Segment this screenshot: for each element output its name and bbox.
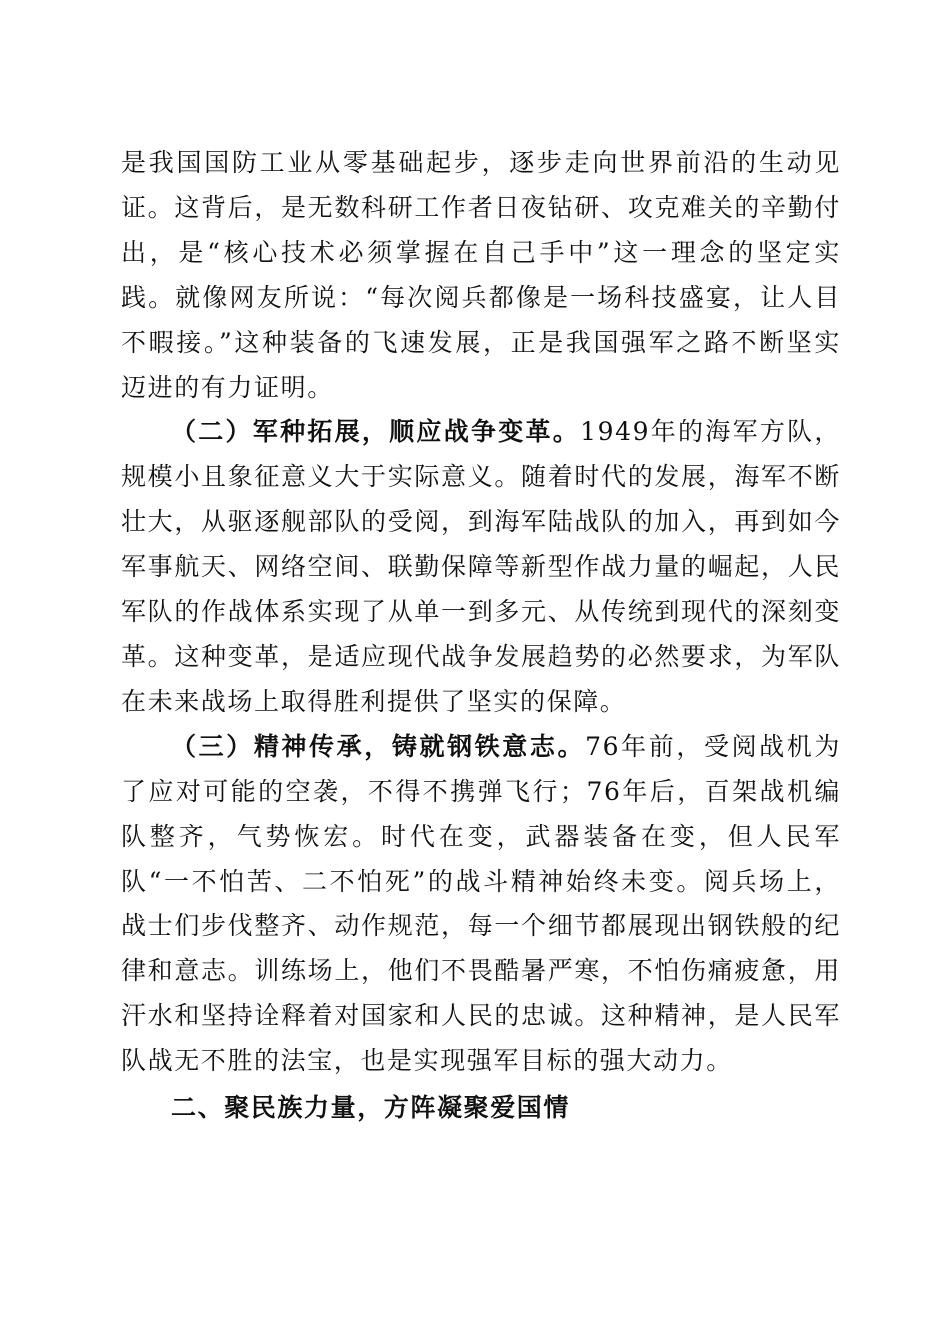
paragraph-1 [121,141,841,410]
paragraph-3-lead: （三）精神传承，铸就钢铁意志。 [171,731,586,761]
section-heading: 二、聚民族力量，方阵凝聚爱国情 [171,1093,571,1123]
paragraph-1-text: 是我国国防工业从零基础起步，逐步走向世界前沿的生动见证。这背后，是无数科研工作者日夜钻研、攻克难关的辛勤付出，是“核心技术必须掌握在自己手中”这一理念的坚定实践。就像网友所说：“每次阅兵都像是一场科技盛宴，让人目不暇接。”这种装备的飞速发展，正是我国强军之路不断坚实迈进的有力证明。 [121,148,841,402]
paragraph-3-text: 76年前，受阅战机为了应对可能的空袭，不得不携弹飞行；76年后，百架战机编队整齐，气势恢宏。时代在变，武器装备在变，但人民军队“一不怕苦、二不怕死”的战斗精神始终未变。阅兵场上，战士们步伐整齐、动作规范，每一个细节都展现出钢铁般的纪律和意志。训练场上，他们不畏酷暑严寒，不怕伤痛疲惫，用汗水和坚持诠释着对国家和人民的忠诚。这种精神，是人民军队战无不胜的法宝，也是实现强军目标的强大动力。 [121,731,841,1076]
paragraph-2-text: 1949年的海军方队，规模小且象征意义大于实际意义。随着时代的发展，海军不断壮大，从驱逐舰部队的受阅，到海军陆战队的加入，再到如今军事航天、网络空间、联勤保障等新型作战力量的崛起，人民军队的作战体系实现了从单一到多元、从传统到现代的深刻变革。这种变革，是适应现代战争发展趋势的必然要求，为军队在未来战场上取得胜利提供了坚实的保障。 [121,417,841,716]
document-body [121,141,841,1131]
paragraph-3 [121,725,841,1084]
paragraph-2-lead: （二）军种拓展，顺应战争变革。 [171,417,581,447]
paragraph-2 [121,410,841,724]
